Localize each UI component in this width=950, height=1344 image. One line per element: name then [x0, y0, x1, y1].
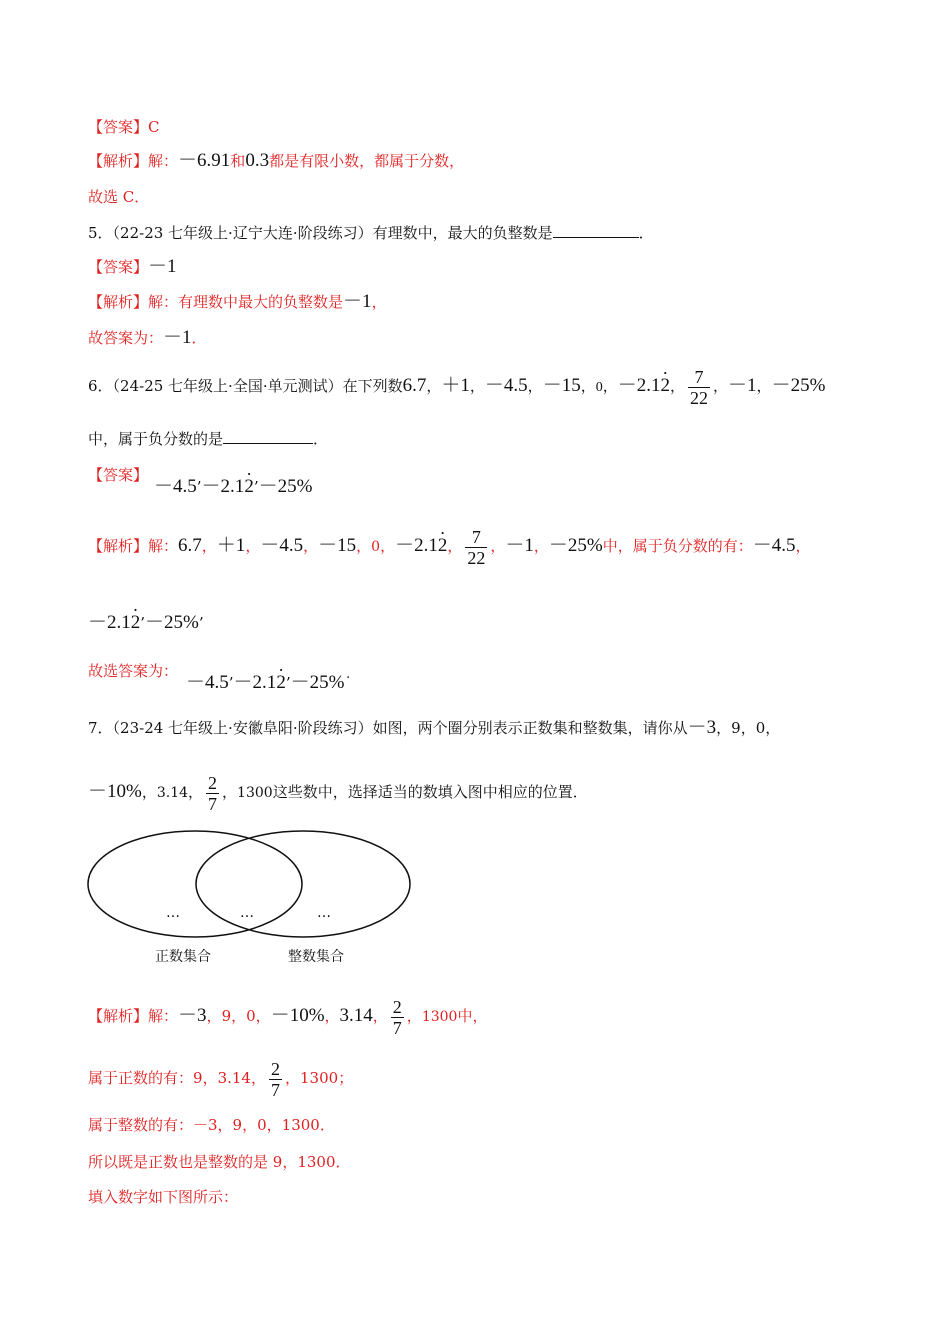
frac-num: 2: [392, 996, 402, 1017]
q7-question-line2: －10%，3.14， $\frac{2}{7}$ ，1300这些数中，选择适当的数填入图中相应的位置．: [88, 772, 588, 814]
q5-analysis-text: 有理数中最大的负整数是: [178, 293, 344, 311]
q7-number: 7．: [88, 719, 113, 737]
q6-num: －15: [542, 375, 581, 396]
q6-analysis-line: 【解析】解：6.7，＋1，－4.5，－15，0，－2.1· 2， $\frac{7}{22}$ ，－1，－25%中，属于负分数的有：－4.5，: [88, 526, 811, 568]
q6-line2-end: ．: [313, 430, 329, 448]
q6-answer-val: －25%: [145, 612, 199, 633]
positive-set-circle: [88, 831, 302, 937]
q6-num: 0: [371, 539, 381, 555]
q6-number: 6．: [88, 377, 113, 395]
answer-label: 【答案】: [88, 258, 149, 276]
q7-positives-tail: ；: [338, 1069, 354, 1087]
q4-answer: C: [148, 118, 160, 136]
solve-label: 解：: [148, 1007, 179, 1025]
q7-text: （23-24 七年级上·安徽阜阳·阶段练习）如图，两个圈分别表示正数集和整数集，请你从: [112, 719, 688, 737]
q6-conclusion: 故选答案为：: [88, 662, 179, 680]
q6-repeat-digit: · 2: [276, 672, 286, 694]
frac-den: 7: [392, 1017, 402, 1038]
q6-conclusion-line: [88, 660, 178, 682]
q6-num: 0: [595, 380, 603, 395]
q7-fraction: [391, 997, 404, 1038]
q7-num: 9: [731, 719, 741, 737]
q6-answer-val: －4.5: [752, 535, 796, 556]
q5-conclusion: 故答案为：: [88, 329, 164, 347]
venn-ellipsis-middle: …: [240, 905, 254, 921]
q6-answer-line: [88, 464, 148, 486]
q5-conclusion-end: ．: [191, 329, 207, 347]
q7-num: －10%: [270, 1005, 325, 1026]
q6-num: －1: [505, 535, 534, 556]
q7-num: 9: [221, 1007, 232, 1025]
q6-answer-val: －2.1: [201, 476, 245, 497]
q5-question: [88, 222, 654, 244]
q7-num: 1300: [300, 1069, 339, 1087]
frac-den: 7: [208, 793, 218, 814]
q5-text: （22-23 七年级上·辽宁大连·阶段练习）有理数中，最大的负整数是: [112, 224, 553, 242]
q6-num: 6.7: [402, 375, 427, 396]
q6-fraction: [688, 367, 710, 408]
analysis-label: 【解析】: [88, 152, 149, 170]
q7-both: 所以既是正数也是整数的是 9，1300．: [88, 1153, 351, 1171]
q6-line2: 中，属于负分数的是: [88, 430, 224, 448]
venn-label-positive: 正数集合: [155, 949, 211, 965]
q7-fraction: [206, 773, 219, 814]
answer-label: 【答案】: [88, 118, 149, 136]
q7-fraction: [269, 1059, 282, 1100]
q6-answer-val: －2.1: [233, 672, 277, 693]
q7-num: 1300: [421, 1009, 458, 1025]
q7-analysis-line: 【解析】解：－3，9，0，－10%，3.14， $\frac{2}{7}$ ，1300中，: [88, 996, 488, 1038]
analysis-label: 【解析】: [88, 293, 149, 311]
q7-num: 0: [755, 719, 766, 737]
q6-num: －2.1: [617, 375, 661, 396]
q7-positives-line: 属于正数的有：9，3.14， $\frac{2}{7}$ ，1300；: [88, 1058, 354, 1100]
q6-num: －25%: [548, 535, 603, 556]
q6-answer-val: －2.1: [88, 612, 131, 633]
q6-num: －15: [318, 535, 357, 556]
q7-num: 3.14: [156, 785, 189, 801]
q5-analysis-end: ，: [371, 293, 387, 311]
q6-analysis-tail: 中，属于负分数的有：: [602, 537, 753, 555]
q6-fraction: [465, 527, 487, 568]
q7-num: －10%: [88, 781, 142, 802]
q7-positives-label: 属于正数的有：: [88, 1069, 194, 1087]
venn-diagram: [80, 825, 425, 945]
frac-den: 7: [271, 1079, 280, 1100]
q7-num: －3: [178, 1005, 207, 1026]
q7-num: 3.14: [217, 1069, 251, 1087]
q7-num: 1300: [237, 785, 273, 801]
q7-line2-text: 这些数中，选择适当的数填入图中相应的位置．: [272, 783, 588, 801]
frac-num: 7: [694, 366, 704, 387]
answer-label: 【答案】: [88, 466, 149, 484]
q6-answer-values: －4.5’－2.1· 2’－25%: [154, 476, 312, 498]
q6-blank: [223, 429, 313, 444]
q6-question-line2: [88, 428, 328, 450]
q5-blank: [553, 223, 639, 238]
q5-number: 5．: [88, 224, 113, 242]
solve-label: 解：: [148, 293, 179, 311]
analysis-label: 【解析】: [88, 1007, 149, 1025]
q6-num: －4.5: [484, 375, 528, 396]
q4-answer-line: [88, 116, 160, 138]
q4-analysis-text: 都是有限小数，都属于分数，: [269, 152, 465, 170]
q7-integers-line: [88, 1114, 335, 1136]
analysis-label: 【解析】: [88, 537, 149, 555]
q6-num: ＋1: [216, 535, 246, 556]
q6-repeat-digit: · 2: [438, 526, 448, 566]
q6-text: （24-25 七年级上·全国·单元测试）在下列数: [112, 377, 403, 395]
frac-num: 2: [271, 1058, 280, 1079]
q7-num: 9: [193, 1069, 203, 1087]
q7-integers-label: 属于整数的有：: [88, 1116, 194, 1134]
q6-num: －4.5: [260, 535, 304, 556]
q6-conclusion-values: －4.5’－2.1· 2’－25%˙: [186, 672, 352, 694]
q6-answer-val: －4.5: [186, 672, 229, 693]
q6-analysis-line2: －2.1· 2’－25%’: [88, 612, 204, 634]
q6-repeat-digit: · 2: [661, 366, 671, 406]
q5-answer-line: [88, 256, 177, 278]
q4-neg-value: －6.91: [178, 150, 231, 171]
q5-conclusion-value: －1: [163, 327, 192, 348]
q6-answer-val: －4.5: [154, 476, 197, 497]
q7-integers-values: －3，9，0，1300．: [193, 1116, 335, 1134]
q5-analysis-value: －1: [343, 291, 372, 312]
frac-num: 2: [208, 772, 218, 793]
frac-num: 7: [471, 526, 481, 547]
q7-fill: 填入数字如下图所示：: [88, 1188, 239, 1206]
q5-end: ．: [638, 224, 654, 242]
q7-num: －3: [687, 717, 717, 738]
q4-analysis-line: [88, 150, 464, 172]
q5-analysis-line: [88, 291, 387, 313]
frac-den: 22: [467, 547, 486, 568]
q6-num: －2.1: [395, 535, 438, 556]
q6-repeat-digit: · 2: [244, 476, 254, 498]
solve-label: 解：: [148, 152, 179, 170]
q6-num: －1: [728, 375, 757, 396]
q6-num: －25%: [771, 375, 826, 396]
q5-answer: －1: [148, 256, 177, 277]
q6-num: 6.7: [178, 535, 202, 556]
venn-ellipsis-right: …: [317, 905, 331, 921]
q7-num: 3.14: [339, 1005, 373, 1026]
q7-num: 0: [246, 1007, 256, 1025]
venn-ellipsis-left: …: [166, 905, 180, 921]
q4-conclusion: 故选 C．: [88, 188, 150, 206]
q7-analysis-end: 中，: [457, 1007, 488, 1025]
integer-set-circle: [196, 831, 410, 937]
q4-pos-value: 0.3: [245, 150, 270, 171]
q6-num: ＋1: [441, 375, 470, 396]
venn-label-integer: 整数集合: [288, 949, 344, 965]
q6-answer-val: －25%: [258, 476, 313, 497]
q6-question: 6．（24-25 七年级上·全国·单元测试）在下列数6.7，＋1，－4.5，－15，0，－2.1· 2， $\frac{7}{22}$ ，－1，－25%: [88, 366, 825, 408]
frac-den: 22: [690, 387, 709, 408]
q6-repeat-digit: · 2: [131, 612, 141, 634]
solve-label: 解：: [148, 537, 179, 555]
q4-and: 和: [230, 152, 246, 170]
q7-question: 7．（23-24 七年级上·安徽阜阳·阶段练习）如图，两个圈分别表示正数集和整数集，请你从－3，9，0，: [88, 717, 781, 738]
q6-answer-val: －25%: [290, 672, 345, 693]
q5-conclusion-line: [88, 327, 207, 349]
